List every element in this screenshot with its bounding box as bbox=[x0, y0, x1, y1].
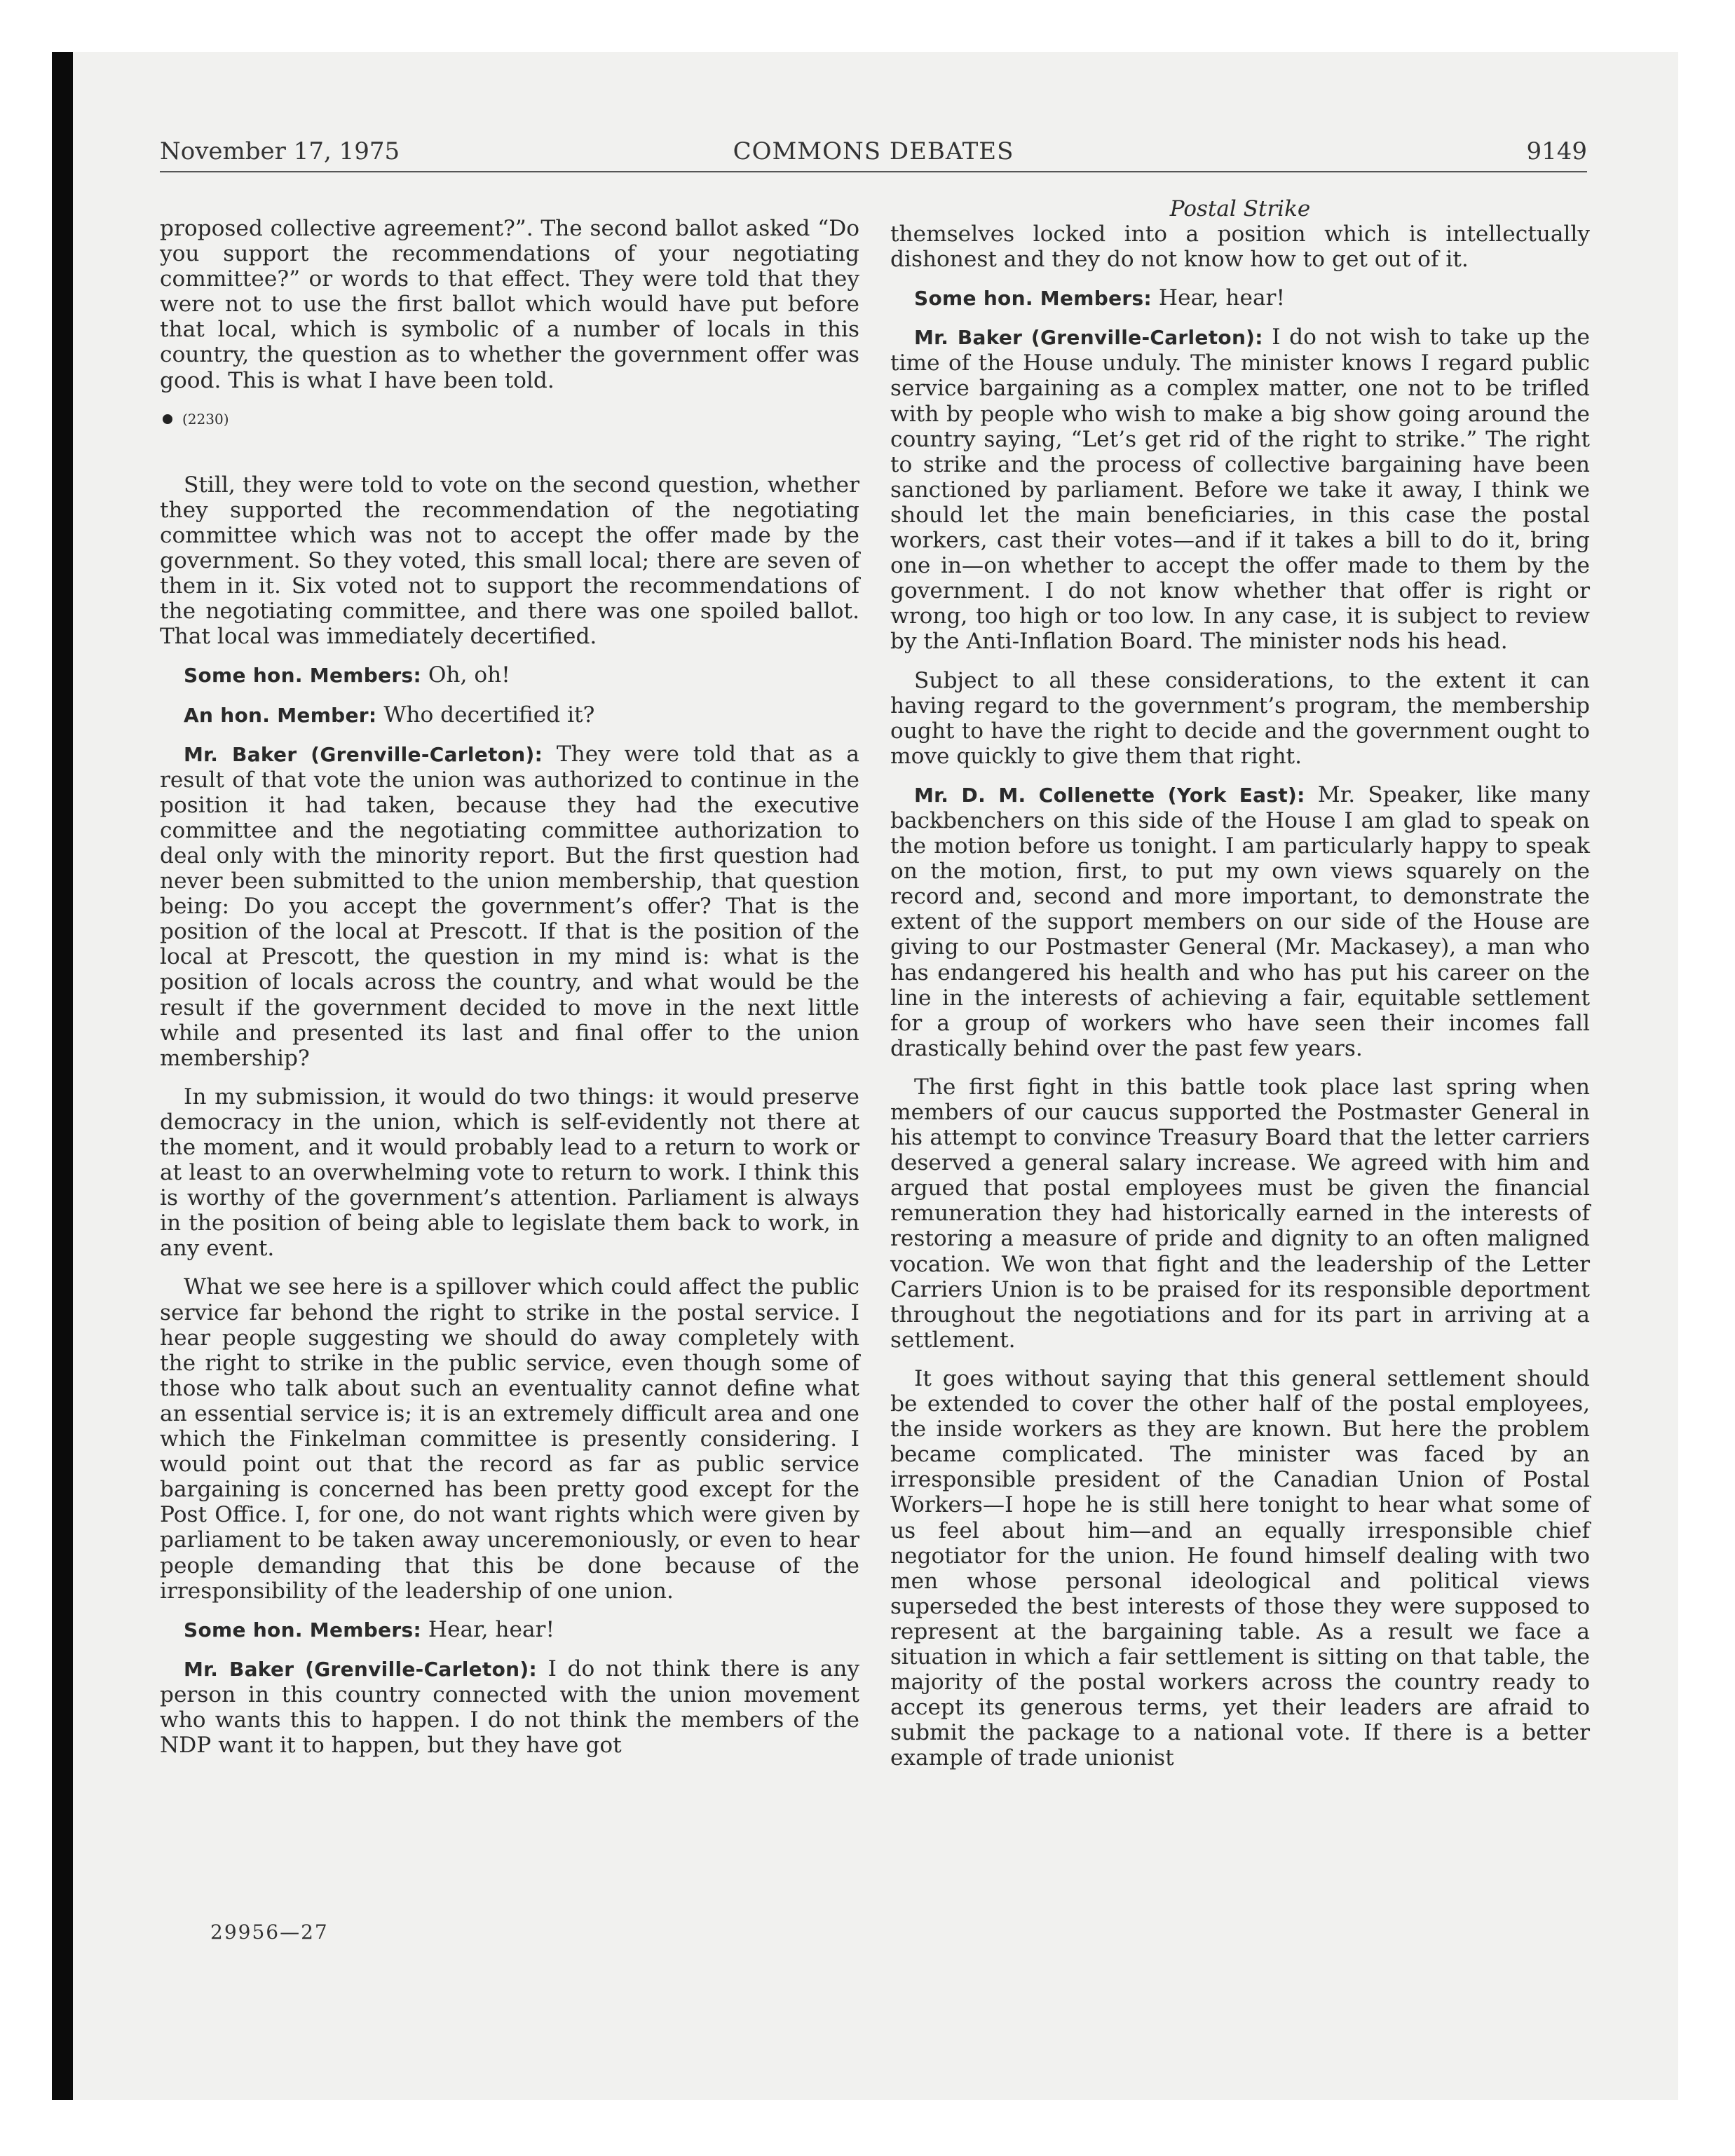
speech-text: Mr. Speaker, like many backbenchers on this side of the House I am glad to speak on the motion before us tonight. I am particularly happy to speak on the motion, first, to put my own views squarely on the record and, second and more important, to demonstrate the extent of the support members on our side of the House are giving to our Postmaster General (Mr. Mackasey), a man who has endangered his health and who has put his career on the line in the interests of achieving a fair, equitable settlement for a group of workers who have seen their incomes fall drastically behind over the past few years. bbox=[890, 782, 1590, 1061]
right-column bbox=[890, 196, 1590, 1784]
speaker-name: Some hon. Members: bbox=[184, 1618, 421, 1642]
speech bbox=[890, 782, 1590, 1061]
speech bbox=[160, 1617, 859, 1643]
speech bbox=[890, 285, 1590, 311]
time-marker bbox=[160, 407, 859, 432]
bullet-icon bbox=[163, 414, 172, 424]
paragraph: Still, they were told to vote on the second question, whether they supported the recommendation of the negotiating committee which was not to accept the offer made by the government. So they voted, this small local; there are seven of them in it. Six voted not to support the recommendations of the negotiating committee, and there was one spoiled ballot. That local was immediately decertified. bbox=[160, 472, 859, 650]
speaker-name: An hon. Member: bbox=[184, 703, 377, 727]
speech-text: Hear, hear! bbox=[1151, 285, 1286, 311]
speech-text: Hear, hear! bbox=[421, 1616, 555, 1642]
speech-text: Oh, oh! bbox=[421, 662, 510, 688]
header-title: COMMONS DEBATES bbox=[733, 137, 1014, 165]
paragraph: What we see here is a spillover which could affect the public service far behond the right to strike in the postal service. I hear people suggesting we should do away completely with the right to strike in the public service, even though some of those who talk about such an eventuality cannot define what an essential service is; it is an extremely difficult area and one which the Finkelman committee is presently considering. I would point out that the record as far as public service bargaining is concerned has been pretty good except for the Post Office. I, for one, do not want rights which were given by parliament to be taken away unceremoniously, or even to hear people demanding that this be done because of the irresponsibility of the leadership of one union. bbox=[160, 1274, 859, 1604]
speaker-name: Mr. Baker (Grenville-Carleton): bbox=[914, 326, 1263, 350]
time-marker-label: (2230) bbox=[182, 410, 229, 428]
speaker-name: Some hon. Members: bbox=[184, 664, 421, 688]
speech bbox=[160, 662, 859, 688]
binding-edge bbox=[52, 52, 73, 2100]
speech-text: Who decertified it? bbox=[376, 702, 595, 728]
running-head: Postal Strike bbox=[1169, 196, 1311, 221]
footer-code: 29956—27 bbox=[210, 1920, 329, 1944]
speech bbox=[160, 702, 859, 728]
paragraph: proposed collective agreement?”. The second ballot asked “Do you support the recommendations of your negotiating committee?” or words to that effect. They were told that they were not to use the first ballot which would have put before that local, which is symbolic of a number of locals in this country, the question as to whether the government offer was good. This is what I have been told. bbox=[160, 216, 859, 393]
speech bbox=[890, 325, 1590, 654]
speaker-name: Mr. Baker (Grenville-Carleton): bbox=[184, 1657, 537, 1681]
header-page-number: 9149 bbox=[1526, 137, 1587, 165]
paragraph: It goes without saying that this general settlement should be extended to cover the other half of the postal employees, the inside workers as they are known. But here the problem became complicated. The minister was faced by an irresponsible president of the Canadian Union of Postal Workers—I hope he is still here tonight to hear what some of us feel about him—and an equally irresponsible chief negotiator for the union. He found himself dealing with two men whose personal ideological and political views superseded the best interests of those they were supposed to represent at the bargaining table. As a result we face a situation in which a fair settlement is sitting on that table, the majority of the postal workers across the country ready to accept its generous terms, yet their leaders are afraid to submit the package to a national vote. If there is a better example of trade unionist bbox=[890, 1365, 1590, 1771]
speaker-name: Some hon. Members: bbox=[914, 287, 1152, 311]
header-rule bbox=[160, 171, 1587, 172]
paragraph: Subject to all these considerations, to the extent it can having regard to the government’s program, the membership ought to have the right to decide and the government ought to move quickly to give them that right. bbox=[890, 667, 1590, 769]
paragraph: In my submission, it would do two things: it would preserve democracy in the union, which is self-evidently not there at the moment, and it would probably lead to a return to work or at least to an overwhelming vote to return to work. I think this is worthy of the government’s attention. Parliament is always in the position of being able to legislate them back to work, in any event. bbox=[160, 1084, 859, 1262]
left-column bbox=[160, 216, 859, 1771]
paragraph: themselves locked into a position which is intellectually dishonest and they do not know how to get out of it. bbox=[890, 221, 1590, 273]
speech bbox=[160, 742, 859, 1071]
page-header bbox=[160, 137, 1587, 170]
header-date: November 17, 1975 bbox=[160, 137, 400, 165]
speech-text: They were told that as a result of that vote the union was authorized to continue in the position it had taken, because they had the executive committee and the negotiating committee authorization to deal only with the minority report. But the first question had never been submitted to the union membership, that question being: Do you accept the government’s offer? That is the position of the local at Prescott. If that is the position of the local at Prescott, the question in my mind is: what is the position of locals across the country, and what would be the result if the government decided to move in the next little while and presented its last and final offer to the union membership? bbox=[160, 741, 859, 1071]
speech bbox=[160, 1656, 859, 1758]
paragraph: The first fight in this battle took place last spring when members of our caucus supported the Postmaster General in his attempt to convince Treasury Board that the letter carriers deserved a general salary increase. We agreed with him and argued that postal employees must be given the financial remuneration they had historically earned in the interests of restoring a measure of pride and dignity to an often maligned vocation. We won that fight and the leadership of the Letter Carriers Union is to be praised for its responsible deportment throughout the negotiations and for its part in arriving at a settlement. bbox=[890, 1074, 1590, 1353]
speaker-name: Mr. D. M. Collenette (York East): bbox=[914, 783, 1305, 807]
speech-text: I do not think there is any person in this country connected with the union movement who wants this to happen. I do not think the members of the NDP want it to happen, but they have got bbox=[160, 1656, 859, 1759]
speaker-name: Mr. Baker (Grenville-Carleton): bbox=[184, 742, 543, 766]
speech-text: I do not wish to take up the time of the House unduly. The minister knows I regard public service bargaining as a complex matter, one not to be trifled with by people who wish to make a big show going around the country saying, “Let’s get rid of the right to strike.” The right to strike and the process of collective bargaining have been sanctioned by parliament. Before we take it away, I think we should let the main beneficiaries, in this case the postal workers, cast their votes—and if it takes a bill to do it, bring one in—on whether to accept the offer made to them by the government. I do not know whether that offer is right or wrong, too high or too low. In any case, it is subject to review by the Anti-Inflation Board. The minister nods his head. bbox=[890, 325, 1590, 655]
